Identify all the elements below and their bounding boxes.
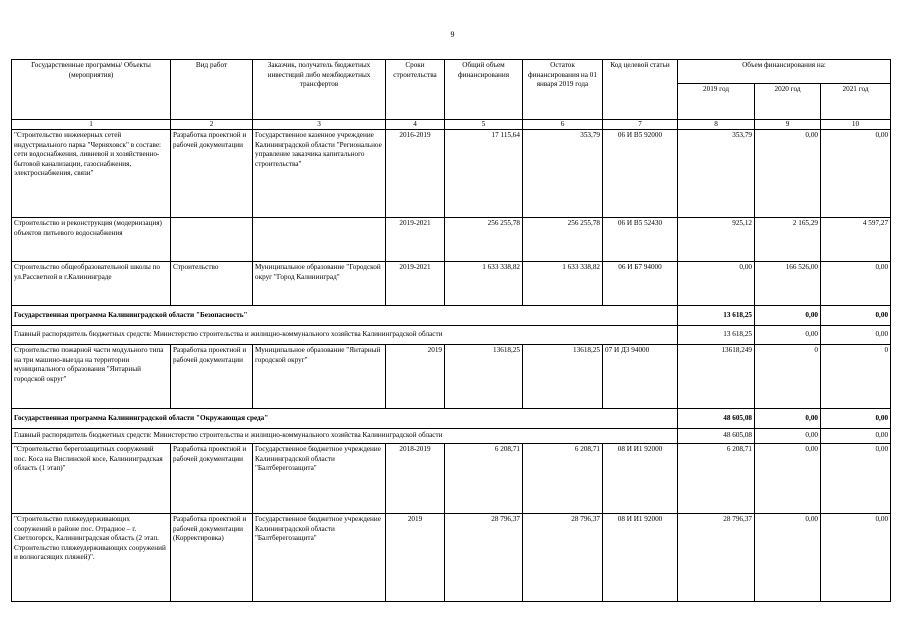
amount-2020: 0,00 <box>755 326 821 345</box>
program-row <box>12 306 891 326</box>
page-number: 9 <box>450 30 455 39</box>
total-amount: 1 633 338,82 <box>445 262 523 306</box>
amount-2019: 48 605,08 <box>678 429 755 444</box>
total-amount: 6 208,71 <box>445 444 523 514</box>
customer: Государственное бюджетное учреждение Калининградской области "Балтберегозащита" <box>253 514 386 602</box>
amount-2020: 2 165,29 <box>755 218 821 262</box>
amount-2019: 13 618,25 <box>678 306 755 326</box>
remaining-amount: 28 796,37 <box>523 514 603 602</box>
period: 2019-2021 <box>386 218 445 262</box>
column-number: 1 <box>12 120 171 130</box>
header-period: Сроки строительства <box>386 60 445 120</box>
total-amount: 17 115,64 <box>445 130 523 218</box>
customer <box>253 218 386 262</box>
table-row <box>12 130 891 218</box>
column-number: 2 <box>171 120 253 130</box>
amount-2019: 48 605,08 <box>678 409 755 429</box>
customer: Муниципальное образование "Городской округ "Город Калининград" <box>253 262 386 306</box>
amount-2020: 0,00 <box>755 444 821 514</box>
period: 2019 <box>386 345 445 409</box>
amount-2021: 0,00 <box>821 130 891 218</box>
target-code: 08 И И1 92000 <box>603 444 678 514</box>
object-name: "Строительство берегозащитных сооружений пос. Коса на Вислинской косе, Калининградская область (1 этап)" <box>12 444 171 514</box>
amount-2021: 0,00 <box>821 429 891 444</box>
remaining-amount: 1 633 338,82 <box>523 262 603 306</box>
target-code: 06 И В5 52430 <box>603 218 678 262</box>
period: 2019 <box>386 514 445 602</box>
remaining-amount: 13618,25 <box>523 345 603 409</box>
table-row <box>12 218 891 262</box>
manager-row <box>12 429 891 444</box>
amount-2020: 0,00 <box>755 409 821 429</box>
work-type: Разработка проектной и рабочей документации <box>171 130 253 218</box>
amount-2021: 0,00 <box>821 326 891 345</box>
amount-2019: 0,00 <box>678 262 755 306</box>
program-title: Государственная программа Калининградской области "Окружающая среда" <box>12 409 678 429</box>
amount-2019: 353,79 <box>678 130 755 218</box>
amount-2019: 28 796,37 <box>678 514 755 602</box>
column-number: 3 <box>253 120 386 130</box>
amount-2019: 13618,249 <box>678 345 755 409</box>
period: 2019-2021 <box>386 262 445 306</box>
target-code: 06 И В5 92000 <box>603 130 678 218</box>
amount-2020: 0,00 <box>755 429 821 444</box>
amount-2021: 0,00 <box>821 409 891 429</box>
header-customer: Заказчик, получатель бюджетных инвестиций либо межбюджетных трансфертов <box>253 60 386 120</box>
amount-2019: 925,12 <box>678 218 755 262</box>
amount-2020: 166 526,00 <box>755 262 821 306</box>
amount-2020: 0,00 <box>755 306 821 326</box>
amount-2021: 4 597,27 <box>821 218 891 262</box>
customer: Государственное бюджетное учреждение Калининградской области "Балтберегозащита" <box>253 444 386 514</box>
column-number-row <box>12 120 891 130</box>
table-row <box>12 514 891 602</box>
program-row <box>12 409 891 429</box>
remaining-amount: 6 208,71 <box>523 444 603 514</box>
column-number: 8 <box>678 120 755 130</box>
column-number: 9 <box>755 120 821 130</box>
header-work-type: Вид работ <box>171 60 253 120</box>
amount-2019: 13 618,25 <box>678 326 755 345</box>
table-row <box>12 444 891 514</box>
header-objects: Государственные программы/ Объекты (мероприятия) <box>12 60 171 120</box>
amount-2021: 0,00 <box>821 444 891 514</box>
target-code: 07 И Д3 94000 <box>603 345 678 409</box>
header-remain: Остаток финансирования на 01 января 2019 года <box>523 60 603 120</box>
amount-2020: 0 <box>755 345 821 409</box>
manager-title: Главный распорядитель бюджетных средств: Министерство строительства и жилищно-коммунального хозяйства Калининградской области <box>12 326 678 345</box>
object-name: Строительство общеобразовательной школы по ул.Рассветной в г.Калининграде <box>12 262 171 306</box>
target-code: 06 И Б7 94000 <box>603 262 678 306</box>
remaining-amount: 256 255,78 <box>523 218 603 262</box>
amount-2020: 0,00 <box>755 514 821 602</box>
total-amount: 28 796,37 <box>445 514 523 602</box>
total-amount: 13618,25 <box>445 345 523 409</box>
work-type: Строительство <box>171 262 253 306</box>
manager-row <box>12 326 891 345</box>
total-amount: 256 255,78 <box>445 218 523 262</box>
header-row <box>12 60 891 84</box>
column-number: 4 <box>386 120 445 130</box>
amount-2021: 0 <box>821 345 891 409</box>
customer: Государственное казенное учреждение Калининградской области "Региональное управление заказчика капитального строительства" <box>253 130 386 218</box>
customer: Муниципальное образование "Янтарный городской округ" <box>253 345 386 409</box>
program-title: Государственная программа Калининградской области "Безопасность" <box>12 306 678 326</box>
object-name: "Строительство пляжеудерживающих сооружений в районе пос. Отрадное – г. Светлогорск, Калининградская область (2 этап. Строительство пляжеудерживающих сооружений и волногасящих пляжей)". <box>12 514 171 602</box>
work-type: Разработка проектной и рабочей документации <box>171 345 253 409</box>
column-number: 6 <box>523 120 603 130</box>
column-number: 5 <box>445 120 523 130</box>
period: 2018-2019 <box>386 444 445 514</box>
work-type <box>171 218 253 262</box>
header-total: Общий объем финансирования <box>445 60 523 120</box>
object-name: "Строительство инженерных сетей индустриального парка "Черняховск" в составе: сети водоснабжения, ливневой и хозяйственно-бытовой канализации, газоснабжения, электроснабжения, связи" <box>12 130 171 218</box>
amount-2021: 0,00 <box>821 514 891 602</box>
target-code: 08 И И1 92000 <box>603 514 678 602</box>
header-year-2019: 2019 год <box>678 84 755 120</box>
period: 2016-2019 <box>386 130 445 218</box>
column-number: 10 <box>821 120 891 130</box>
header-code: Код целевой статьи <box>603 60 678 120</box>
header-year-2020: 2020 год <box>755 84 821 120</box>
object-name: Строительство и реконструкция (модернизация) объектов питьевого водоснабжения <box>12 218 171 262</box>
amount-2020: 0,00 <box>755 130 821 218</box>
financing-table <box>11 59 891 602</box>
amount-2021: 0,00 <box>821 262 891 306</box>
work-type: Разработка проектной и рабочей документации <box>171 444 253 514</box>
table-row <box>12 262 891 306</box>
remaining-amount: 353,79 <box>523 130 603 218</box>
work-type: Разработка проектной и рабочей документации (Корректировка) <box>171 514 253 602</box>
amount-2019: 6 208,71 <box>678 444 755 514</box>
amount-2021: 0,00 <box>821 306 891 326</box>
table-row <box>12 345 891 409</box>
column-number: 7 <box>603 120 678 130</box>
header-financing: Объем финансирования на: <box>678 60 891 84</box>
object-name: Строительство пожарной части модульного типа на три машино-выезда на территории муниципального образования "Янтарный городской округ" <box>12 345 171 409</box>
manager-title: Главный распорядитель бюджетных средств: Министерство строительства и жилищно-коммунального хозяйства Калининградской области <box>12 429 678 444</box>
header-year-2021: 2021 год <box>821 84 891 120</box>
